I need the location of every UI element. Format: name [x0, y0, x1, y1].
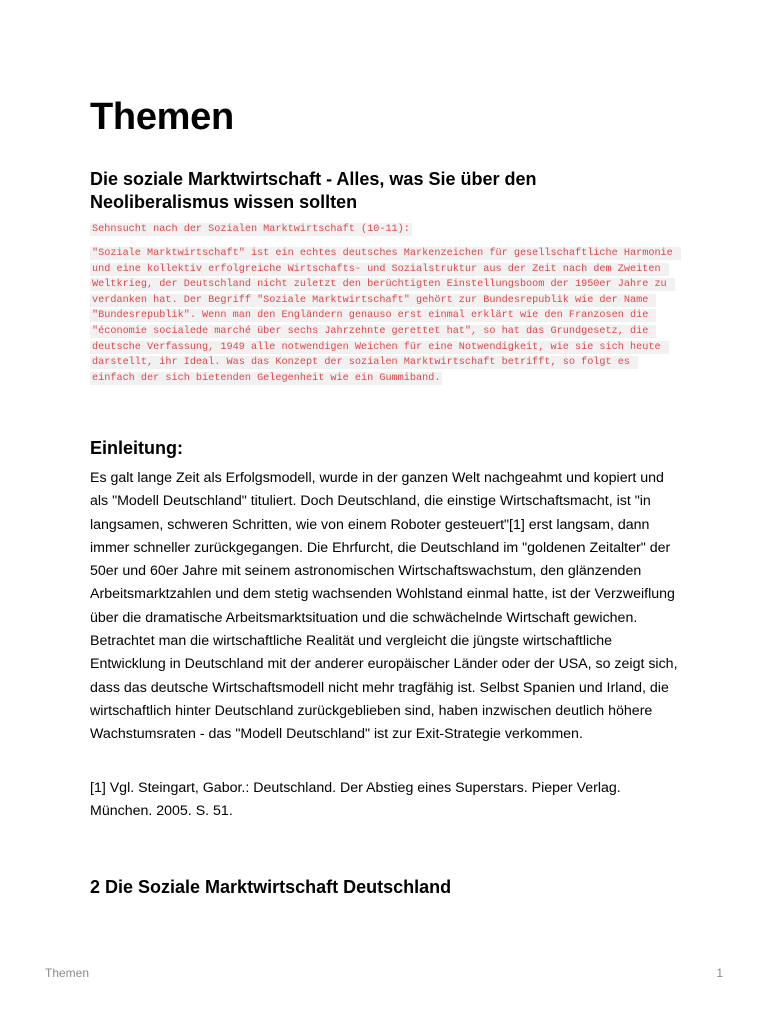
footer-label: Themen [45, 966, 90, 980]
page-title: Themen [90, 96, 234, 138]
paragraph-introduction: Es galt lange Zeit als Erfolgsmodell, wurde in der ganzen Welt nachgeahmt und kopiert und als "Modell Deutschland" tituliert. Doch Deutschland, die einstige Wirtschaftsmacht, ist "in langsamen, schweren Schritten, wie von einem Roboter gesteuert"[1] erst langsam, dann immer schneller zurückgegangen. Die Ehrfurcht, die Deutschland im "goldenen Zeitalter" der 50er und 60er Jahre mit seinem astronomischen Wirtschaftswachstum, den glänzenden Arbeitsmarktzahlen und dem stetig wachsenden Wohlstand einmal hatte, ist der Verzweiflung über die dramatische Arbeitsmarktsituation und die schwächelnde Wirtschaft gewichen. Betrachtet man die wirtschaftliche Realität und vergleicht die jüngste wirtschaftliche Entwicklung in Deutschland mit der anderer europäischer Länder oder der USA, so zeigt sich, dass das deutsche Wirtschaftsmodell nicht mehr tragfähig ist. Selbst Spanien und Irland, die wirtschaftlich hinter Deutschland zurückgeblieben sind, haben inzwischen deutlich höhere Wachstumsraten - das "Modell Deutschland" ist zur Exit-Strategie verkommen. [90, 470, 678, 743]
code-caption-block [90, 222, 678, 238]
footnote: [1] Vgl. Steingart, Gabor.: Deutschland. Der Abstieg eines Superstars. Pieper Verlag. München. 2005. S. 51. [90, 780, 621, 820]
page-number: 1 [716, 966, 723, 980]
code-quote-block [90, 246, 678, 386]
article-subtitle: Die soziale Marktwirtschaft - Alles, was Sie über den Neoliberalismus wissen sollten [90, 169, 537, 212]
code-caption: Sehnsucht nach der Sozialen Marktwirtschaft (10-11): [92, 224, 410, 235]
heading-section-2: 2 Die Soziale Marktwirtschaft Deutschland [90, 877, 452, 897]
code-quote: "Soziale Marktwirtschaft" ist ein echtes deutsches Markenzeichen für gesellschaftliche Harmonie und eine kollektiv erfolgreiche Wirtschafts- und Sozialstruktur aus der Zeit nach dem Zweiten Weltkrieg, der Deutschland nicht zuletzt den berüchtigten Einstellungsboom der 1950er Jahre zu verdanken hat. Der Begriff "Soziale Marktwirtschaft" gehört zur Bundesrepublik wie der Name "Bundesrepublik". Wenn man den Engländern genauso erst einmal erklärt wie den Franzosen die "économie socialede marché über sechs Jahrzehnte gerettet hat", so hat das Grundgesetz, die deutsche Verfassung, 1949 alle notwendigen Weichen für eine Notwendigkeit, wie sie sich heute darstellt, ihr Ideal. Was das Konzept der sozialen Marktwirtschaft betrifft, so folgt es einfach der sich bietenden Gelegenheit wie ein Gummiband. [92, 248, 679, 384]
heading-einleitung: Einleitung: [90, 438, 183, 458]
